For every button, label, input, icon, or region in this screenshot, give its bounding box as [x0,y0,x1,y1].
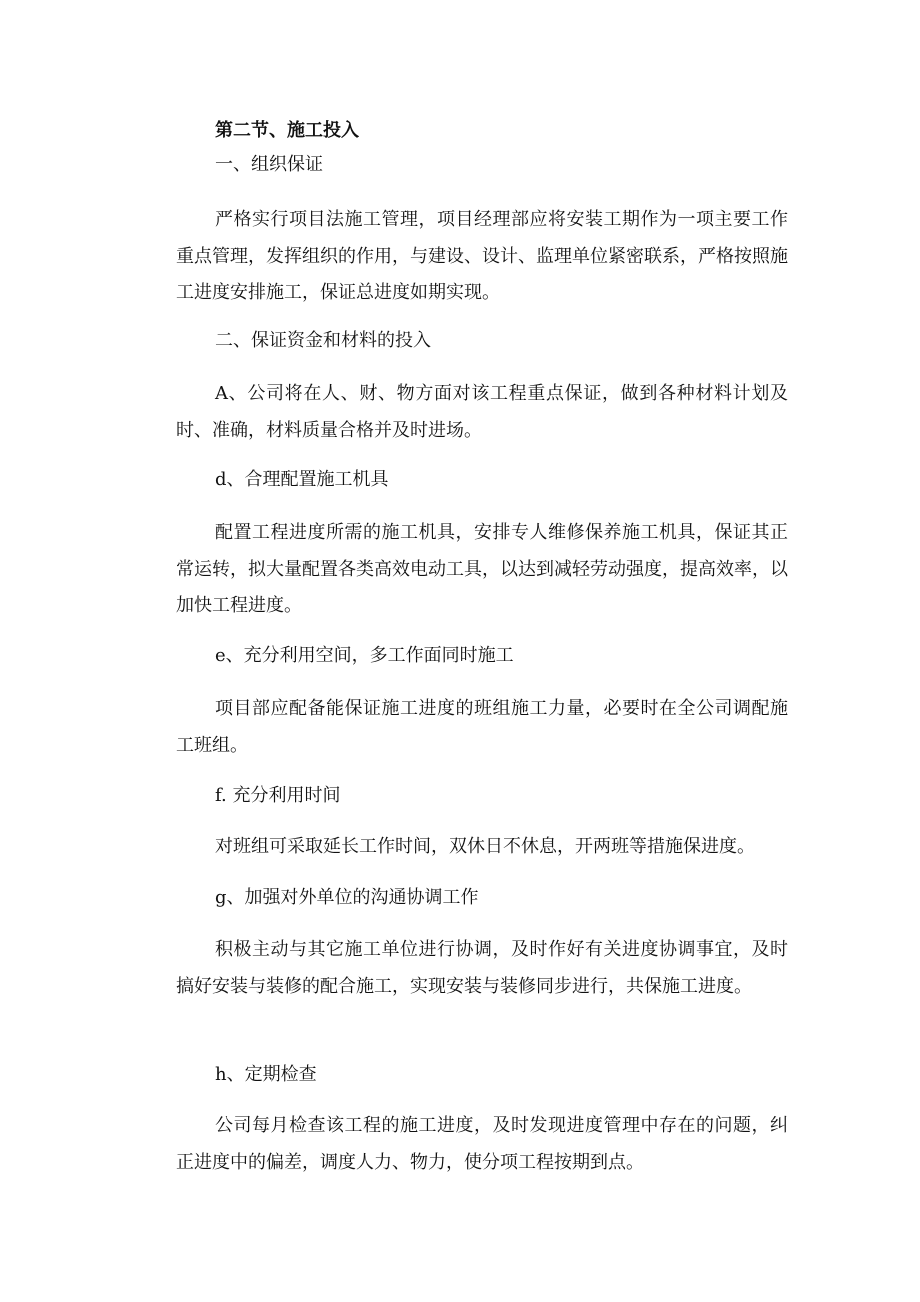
inspect-heading: h、定期检查 [215,1064,317,1085]
coord-heading: g、加强对外单位的沟通协调工作 [215,887,479,908]
time-heading: f. 充分利用时间 [215,785,341,806]
org-heading: 一、组织保证 [215,154,323,175]
tools-heading: d、合理配置施工机具 [215,469,389,490]
coord-paragraph: 积极主动与其它施工单位进行协调，及时作好有关进度协调事宜，及时搞好安装与装修的配合施工，实现安装与装修同步进行，共保施工进度。 [176,939,788,997]
funds-paragraph: A、公司将在人、财、物方面对该工程重点保证，做到各种材料计划及时、准确，材料质量合格并及时进场。 [176,383,788,441]
space-paragraph: 项目部应配备能保证施工进度的班组施工力量，必要时在全公司调配施工班组。 [176,698,788,756]
space-heading: e、充分利用空间，多工作面同时施工 [215,645,514,666]
org-paragraph: 严格实行项目法施工管理，项目经理部应将安装工期作为一项主要工作重点管理，发挥组织的作用，与建设、设计、监理单位紧密联系，严格按照施工进度安排施工，保证总进度如期实现。 [176,209,788,303]
funds-heading: 二、保证资金和材料的投入 [215,330,431,351]
section-title: 第二节、施工投入 [215,120,359,141]
inspect-paragraph: 公司每月检查该工程的施工进度，及时发现进度管理中存在的问题，纠正进度中的偏差，调度人力、物力，使分项工程按期到点。 [176,1115,788,1173]
tools-paragraph: 配置工程进度所需的施工机具，安排专人维修保养施工机具，保证其正常运转，拟大量配置各类高效电动工具，以达到减轻劳动强度，提高效率，以加快工程进度。 [176,522,788,616]
time-paragraph: 对班组可采取延长工作时间，双休日不休息，开两班等措施保进度。 [215,836,755,857]
